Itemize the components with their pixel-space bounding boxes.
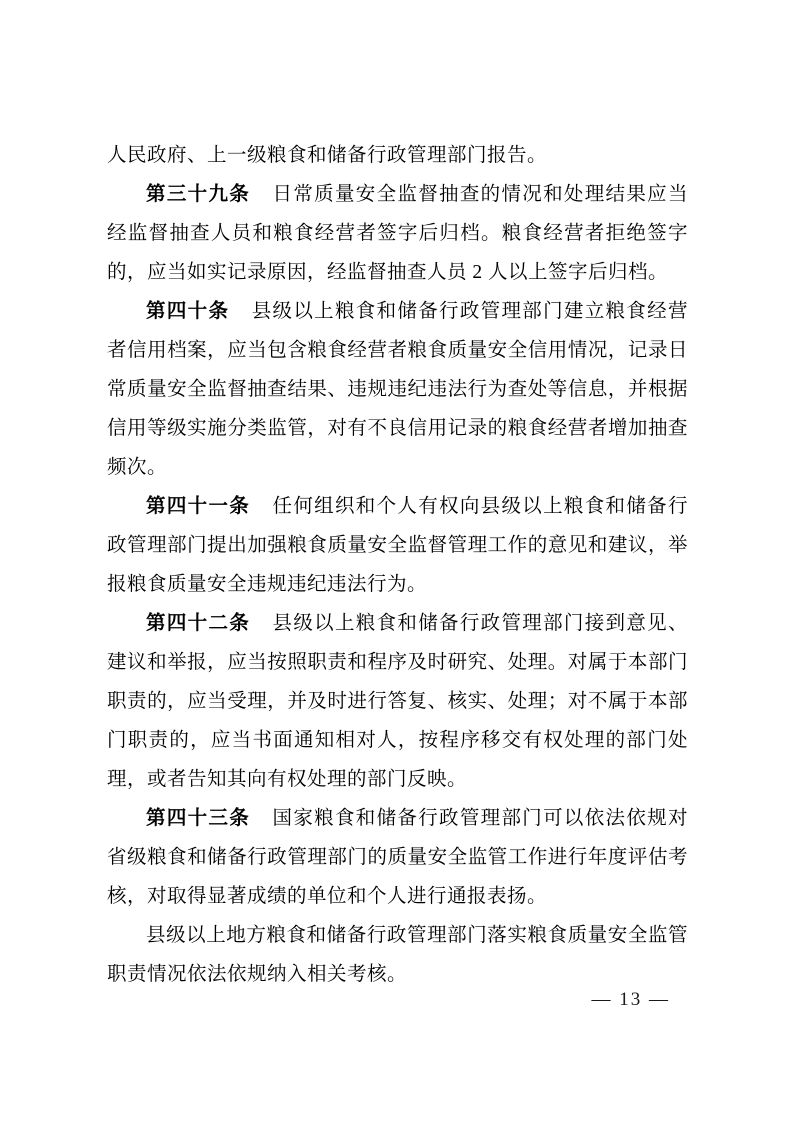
- paragraph-text: 国家粮食和储备行政管理部门可以依法依规对省级粮食和储备行政管理部门的质量安全监管工作进行年度评估考核，对取得显著成绩的单位和个人进行通报表扬。: [107, 808, 688, 907]
- article-number: 第四十二条: [146, 612, 251, 634]
- document-body: [107, 136, 688, 994]
- article-number: 第三十九条: [146, 183, 251, 205]
- article-number: 第四十三条: [146, 807, 251, 829]
- paragraph-article-43: [107, 799, 688, 916]
- paragraph-text: 县级以上地方粮食和储备行政管理部门落实粮食质量安全监管职责情况依法依规纳入相关考核。: [107, 925, 688, 985]
- paragraph-article-41: [107, 487, 688, 604]
- paragraph-article-42: [107, 604, 688, 799]
- paragraph-continuation: [107, 136, 688, 175]
- paragraph-closing: [107, 916, 688, 994]
- paragraph-text: 县级以上粮食和储备行政管理部门接到意见、建议和举报，应当按照职责和程序及时研究、处理。对属于本部门职责的，应当受理，并及时进行答复、核实、处理；对不属于本部门职责的，应当书面通知相对人，按程序移交有权处理的部门处理，或者告知其向有权处理的部门反映。: [107, 613, 688, 790]
- paragraph-text: 人民政府、上一级粮食和储备行政管理部门报告。: [107, 145, 548, 166]
- paragraph-text: 县级以上粮食和储备行政管理部门建立粮食经营者信用档案，应当包含粮食经营者粮食质量安全信用情况，记录日常质量安全监督抽查结果、违规违纪违法行为查处等信息，并根据信用等级实施分类监管，对有不良信用记录的粮食经营者增加抽查频次。: [107, 301, 688, 478]
- paragraph-article-39: [107, 175, 688, 292]
- article-number: 第四十一条: [146, 495, 251, 517]
- page-number: — 13 —: [591, 989, 670, 1010]
- paragraph-text: 日常质量安全监督抽查的情况和处理结果应当经监督抽查人员和粮食经营者签字后归档。粮食经营者拒绝签字的，应当如实记录原因，经监督抽查人员 2 人以上签字后归档。: [107, 184, 688, 283]
- paragraph-article-40: [107, 292, 688, 487]
- article-number: 第四十条: [146, 300, 230, 322]
- paragraph-text: 任何组织和个人有权向县级以上粮食和储备行政管理部门提出加强粮食质量安全监督管理工作的意见和建议，举报粮食质量安全违规违纪违法行为。: [107, 496, 688, 595]
